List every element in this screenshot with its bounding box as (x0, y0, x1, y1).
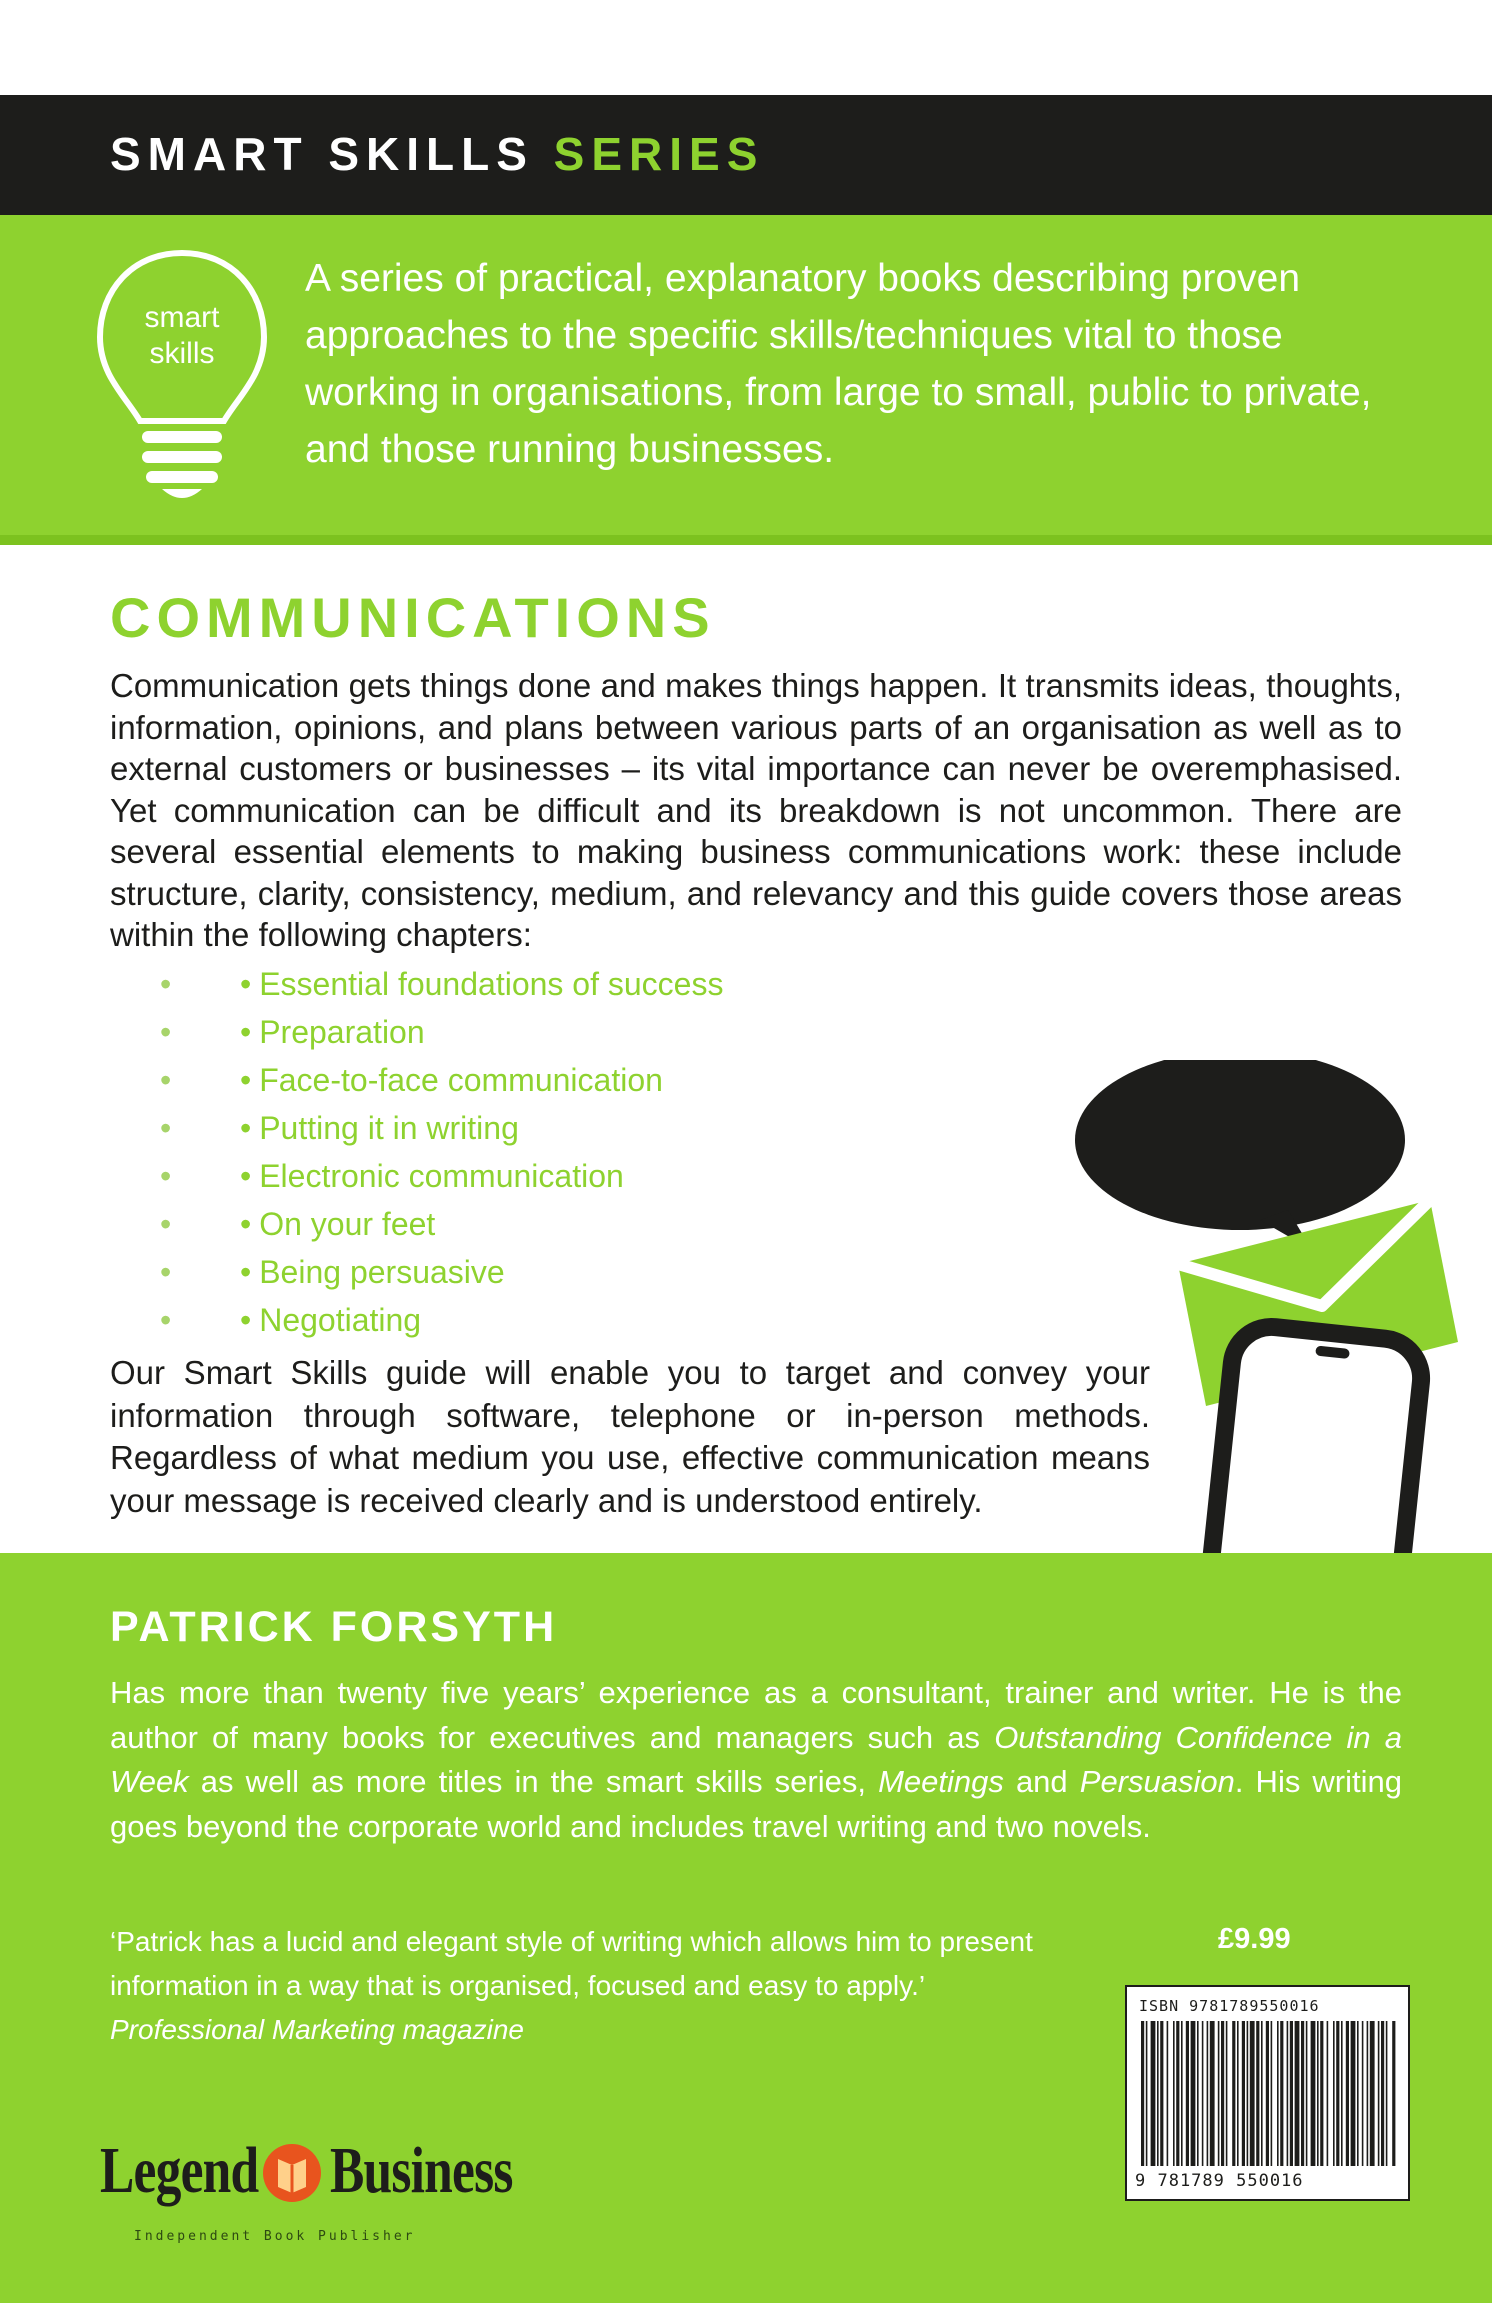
chapter-item (160, 1296, 723, 1344)
chapter-item (160, 1200, 723, 1248)
publisher-tagline: Independent Book Publisher (134, 2229, 416, 2244)
chapter-item (160, 1104, 723, 1152)
author-bio-text: as well as more titles in the smart skills series, (188, 1764, 879, 1799)
smart-skills-logo-line1: smart (144, 301, 220, 334)
bullet-icon: • (240, 1062, 252, 1098)
chapter-label: Essential foundations of success (259, 966, 724, 1002)
bullet-icon: • (160, 1062, 172, 1098)
bullet-icon: • (160, 1014, 172, 1050)
bullet-icon: • (240, 966, 252, 1002)
chapter-label: Being persuasive (259, 1254, 505, 1290)
book-title-reference: Meetings (878, 1764, 1004, 1799)
smart-skills-logo-line2: skills (149, 337, 215, 370)
chapter-label: Preparation (259, 1014, 425, 1050)
price-label: £9.99 (1218, 1923, 1291, 1955)
chapter-item (160, 1008, 723, 1056)
chapter-label: On your feet (259, 1206, 436, 1242)
chapter-label: Face-to-face communication (259, 1062, 663, 1098)
author-section (0, 1553, 1492, 2303)
bullet-icon: • (240, 1302, 252, 1338)
review-source: Professional Marketing magazine (110, 2014, 524, 2045)
isbn-barcode (1125, 1985, 1410, 2201)
lightbulb-icon (92, 245, 272, 505)
series-intro-text: A series of practical, explanatory books describing proven approaches to the specific skills/techniques vital to those working in organisations, from large to small, public to private, and those running businesses. (305, 257, 1372, 471)
book-emblem-icon (260, 2141, 324, 2205)
series-intro-band (0, 215, 1492, 545)
review-quote (110, 1920, 1050, 2052)
bullet-icon: • (240, 1014, 252, 1050)
isbn-number: ISBN 9781789550016 (1139, 1997, 1320, 2015)
bullet-icon: • (240, 1254, 252, 1290)
band-divider (0, 535, 1492, 545)
description-paragraph: Communication gets things done and makes things happen. It transmits ideas, thoughts, information, opinions, and plans between various parts of an organisation as well as to external customers or businesses – its vital importance can never be overemphasised. Yet communication can be difficult and its breakdown is not uncommon. There are several essential elements to making business communications work: these include structure, clarity, consistency, medium, and relevancy and this guide covers those areas within the following chapters: (110, 667, 1402, 953)
author-bio-text: . His writing goes beyond the corporate world and includes travel writing and two novels. (110, 1764, 1402, 1844)
author-bio-text: Has more than twenty five years’ experience as a consultant, trainer and writer. He is the author of many books for executives and managers such as (110, 1675, 1402, 1755)
bullet-icon: • (160, 1254, 172, 1290)
book-title: COMMUNICATIONS (110, 586, 716, 649)
bullet-icon: • (160, 1302, 172, 1338)
review-quote-text: ‘Patrick has a lucid and elegant style of writing which allows him to present information in a way that is organised, focused and easy to apply.’ (110, 1926, 1033, 2001)
bullet-icon: • (240, 1110, 252, 1146)
book-title-reference: Persuasion (1079, 1764, 1235, 1799)
author-bio-text: and (1003, 1764, 1080, 1799)
publisher-logo (100, 2133, 520, 2273)
chapter-label: Negotiating (259, 1302, 422, 1338)
communication-illustration (1060, 1060, 1460, 1620)
series-header-bar (0, 95, 1492, 215)
chapter-item (160, 1152, 723, 1200)
bullet-icon: • (240, 1158, 252, 1194)
top-margin (0, 0, 1492, 95)
author-bio (110, 1671, 1402, 1849)
author-name: PATRICK FORSYTH (110, 1603, 558, 1651)
chapter-label: Putting it in writing (259, 1110, 519, 1146)
series-title-accent: SERIES (553, 128, 765, 180)
bullet-icon: • (160, 1110, 172, 1146)
bullet-icon: • (160, 1158, 172, 1194)
barcode-icon (1141, 2021, 1397, 2166)
chapter-item (160, 960, 723, 1008)
series-title-main: SMART SKILLS (110, 128, 534, 180)
bullet-icon: • (160, 1206, 172, 1242)
bullet-icon: • (240, 1206, 252, 1242)
publisher-name-right: Business (330, 2134, 513, 2207)
publisher-name-left: Legend (100, 2134, 259, 2207)
chapter-label: Electronic communication (259, 1158, 624, 1194)
book-title-reference: Outstanding Confidence in a Week (110, 1719, 1402, 1799)
bullet-icon: • (160, 966, 172, 1002)
chapter-item (160, 1248, 723, 1296)
chapter-list (160, 960, 723, 1344)
barcode-digits: 9 781789 550016 (1135, 2171, 1304, 2191)
chapter-item (160, 1056, 723, 1104)
closing-paragraph: Our Smart Skills guide will enable you to target and convey your information through software, telephone or in-person methods. Regardless of what medium you use, effective communication means your message is received clearly and is understood entirely. (110, 1354, 1150, 1519)
series-title (110, 127, 764, 181)
